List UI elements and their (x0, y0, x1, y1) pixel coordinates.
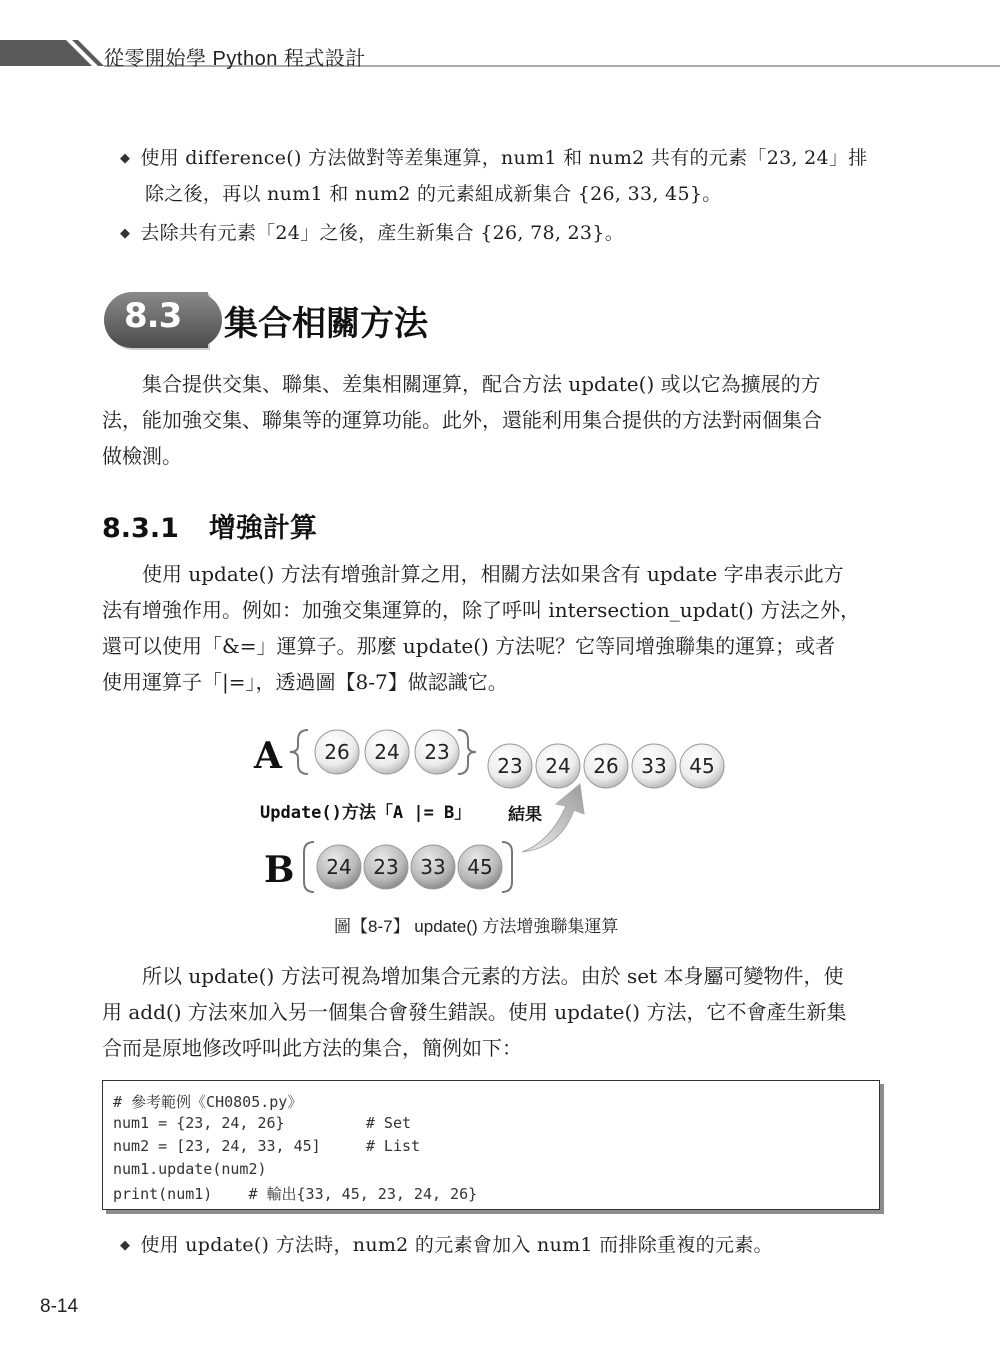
result-elements (488, 744, 724, 788)
subsection-heading (102, 506, 317, 545)
operation-label: Update()方法「A |= B」 (260, 803, 472, 823)
bullet-item (120, 218, 624, 245)
bullet-diamond-icon: ◆ (120, 226, 131, 241)
bullet-text: 使用 update() 方法時，num2 的元素會加入 num1 而排除重複的元素。 (140, 1234, 773, 1256)
code-line: num1.update(num2) (113, 1160, 267, 1178)
bullet-text: 去除共有元素「24」之後，產生新集合 {26, 78, 23}。 (140, 222, 624, 244)
number-ball-label: 23 (373, 855, 399, 879)
page-number: 8-14 (40, 1296, 79, 1317)
intro-paragraph (102, 366, 882, 474)
number-ball-label: 23 (497, 754, 523, 778)
number-ball-label: 23 (424, 740, 450, 764)
number-ball-label: 24 (326, 855, 352, 879)
paragraph-line: 法有增強作用。例如：加強交集運算的，除了呼叫 intersection_updat() 方法之外， (102, 598, 861, 622)
bullet-diamond-icon: ◆ (120, 1238, 131, 1253)
paragraph-line: 使用 update() 方法有增強計算之用，相關方法如果含有 update 字串表示此方 (142, 562, 844, 586)
subsection-number: 8.3.1 (102, 513, 179, 544)
set-a-label: A (254, 735, 282, 777)
code-line: # 參考範例《CH0805.py》 (113, 1093, 303, 1111)
code-line: num2 = [23, 24, 33, 45] # List (113, 1137, 421, 1155)
running-header-title: 從零開始學 Python 程式設計 (104, 48, 366, 70)
paragraph-line: 法，能加強交集、聯集等的運算功能。此外，還能利用集合提供的方法對兩個集合 (102, 408, 822, 432)
subsection-paragraph (102, 556, 882, 700)
code-line: print(num1) # 輸出{33, 45, 23, 24, 26} (113, 1185, 478, 1203)
after-figure-paragraph (102, 958, 882, 1066)
figure-8-7-diagram (250, 722, 750, 902)
number-ball-label: 24 (374, 740, 400, 764)
set-b-elements (317, 845, 502, 889)
paragraph-line: 做檢測。 (102, 444, 182, 468)
paragraph-line: 用 add() 方法來加入另一個集合會發生錯誤。使用 update() 方法，它不會產生新集 (102, 1000, 847, 1024)
bullet-item (120, 1230, 773, 1257)
bullet-text: 使用 difference() 方法做對等差集運算，num1 和 num2 共有的元素「23, 24」排 (140, 147, 868, 169)
section-number: 8.3 (124, 296, 182, 336)
paragraph-line: 使用運算子「|=」，透過圖【8-7】做認識它。 (102, 670, 508, 694)
number-ball-label: 45 (467, 855, 493, 879)
result-label: 結果 (508, 805, 542, 825)
section-title: 集合相關方法 (224, 304, 428, 344)
set-a-elements (315, 730, 459, 774)
figure-caption: 圖【8-7】 update() 方法增強聯集運算 (334, 917, 619, 936)
subsection-title: 增強計算 (208, 513, 317, 544)
number-ball-label: 26 (593, 754, 619, 778)
number-ball-label: 33 (420, 855, 446, 879)
number-ball-label: 45 (689, 754, 715, 778)
paragraph-line: 還可以使用「&=」運算子。那麼 update() 方法呢？它等同增強聯集的運算；或者 (102, 634, 836, 658)
paragraph-line: 合而是原地修改呼叫此方法的集合，簡例如下： (102, 1036, 522, 1060)
bullet-diamond-icon: ◆ (120, 151, 131, 166)
number-ball-label: 26 (324, 740, 350, 764)
code-line: num1 = {23, 24, 26} # Set (113, 1114, 412, 1132)
bullet-continuation: 除之後，再以 num1 和 num2 的元素組成新集合 {26, 33, 45}。 (145, 183, 722, 205)
paragraph-line: 集合提供交集、聯集、差集相關運算，配合方法 update() 或以它為擴展的方 (142, 372, 821, 396)
number-ball-label: 24 (545, 754, 571, 778)
code-listing (102, 1080, 880, 1210)
paragraph-line: 所以 update() 方法可視為增加集合元素的方法。由於 set 本身屬可變物件，使 (142, 964, 844, 988)
number-ball-label: 33 (641, 754, 667, 778)
set-b-label: B (264, 849, 295, 891)
bullet-item (120, 143, 868, 170)
